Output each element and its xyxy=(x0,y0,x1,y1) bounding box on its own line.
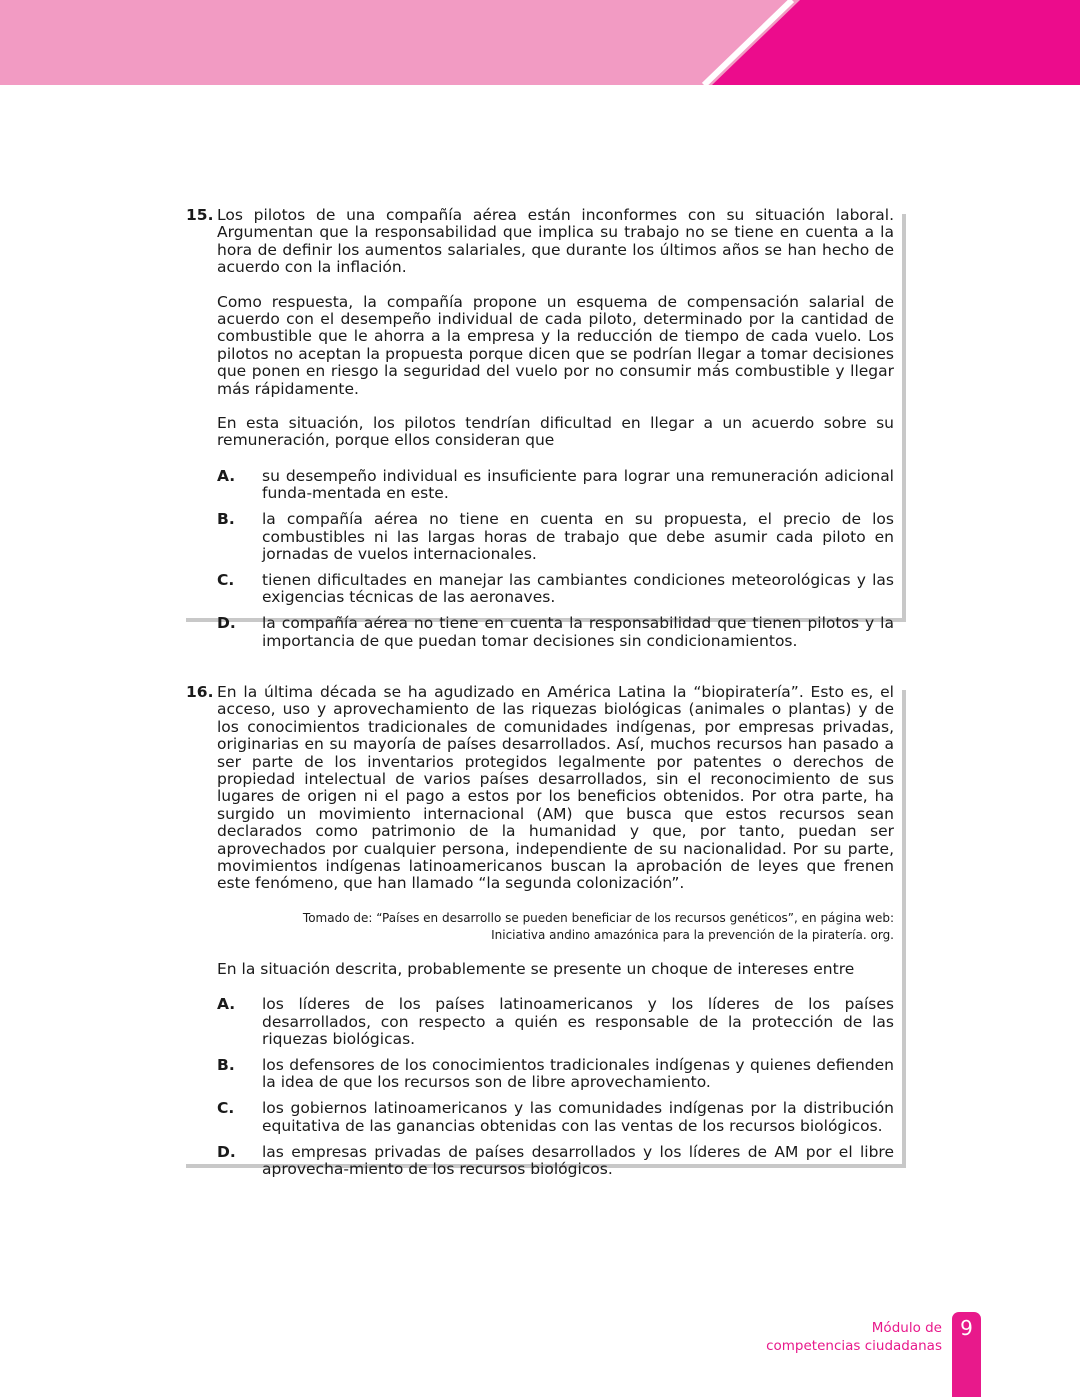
question-16-prompt: En la situación descrita, probablemente se presente un choque de intereses entre xyxy=(217,959,855,978)
option-text: la compañía aérea no tiene en cuenta la responsabilidad que tienen pilotos y la importancia de que puedan tomar decisiones sin condicionamientos. xyxy=(262,614,894,650)
page-number: 9 xyxy=(960,1316,973,1340)
question-16-option-b[interactable] xyxy=(217,1057,894,1092)
question-15-paragraph-2: Como respuesta, la compañía propone un esquema de compensación salarial de acuerdo con el desempeño individual de cada piloto, determinado por la cantidad de combustible que le ahorra a la empresa y la reducción de tiempo de cada vuelo. Los pilotos no aceptan la propuesta porque dicen que se podrían llegar a tomar decisiones que ponen en riesgo la seguridad del vuelo por no consumir más combustible y llegar más rápidamente. xyxy=(217,292,894,398)
header-band xyxy=(0,0,1080,85)
header-graphic xyxy=(0,0,1080,85)
question-16-option-d[interactable] xyxy=(217,1144,894,1179)
question-15-option-b[interactable] xyxy=(217,511,894,563)
question-16-option-a[interactable] xyxy=(217,996,894,1048)
question-15 xyxy=(186,207,906,659)
footer-module-title xyxy=(766,1319,942,1355)
question-15-body xyxy=(217,207,894,650)
option-letter: D. xyxy=(217,1142,236,1161)
option-letter: C. xyxy=(217,1099,235,1118)
option-text: su desempeño individual es insuficiente para lograr una remuneración adicional funda-mentada en este. xyxy=(262,466,894,503)
option-letter: A. xyxy=(217,466,236,485)
option-text: tienen dificultades en manejar las cambiantes condiciones meteorológicas y las exigencias técnicas de las aeronaves. xyxy=(262,570,894,607)
footer-line-1: Módulo de xyxy=(871,1320,942,1336)
question-16-options xyxy=(217,996,894,1178)
question-15-prompt: En esta situación, los pilotos tendrían dificultad en llegar a un acuerdo sobre su remuneración, porque ellos consideran que xyxy=(217,414,894,450)
question-16-number: 16. xyxy=(186,683,214,701)
option-text: las empresas privadas de países desarrollados y los líderes de AM por el libre aprovecha-miento de los recursos biológicos. xyxy=(262,1142,894,1179)
question-15-option-d[interactable] xyxy=(217,615,894,650)
question-15-options xyxy=(217,468,894,650)
question-16-option-c[interactable] xyxy=(217,1100,894,1135)
question-16-body xyxy=(217,684,894,1178)
question-15-paragraph-1: Los pilotos de una compañía aérea están inconformes con su situación laboral. Argumentan que la responsabilidad que implica su trabajo no se tiene en cuenta a la hora de definir los aumentos salariales, que durante los últimos años se han hecho de acuerdo con la inflación. xyxy=(217,206,894,277)
option-text: la compañía aérea no tiene en cuenta en su propuesta, el precio de los combustibles ni las largas horas de trabajo que debe asumir cada piloto en jornadas de vuelos internacionales. xyxy=(262,510,894,563)
option-letter: C. xyxy=(217,570,235,589)
option-text: los líderes de los países latinoamericanos y los líderes de los países desarrollados, con respecto a quién es responsable de la protección de las riquezas biológicas. xyxy=(262,995,894,1049)
question-16-source: Tomado de: “Países en desarrollo se pueden beneficiar de los recursos genéticos”, en página web: Iniciativa andino amazónica para la prevención de la piratería. org. xyxy=(302,910,894,942)
option-text: los defensores de los conocimientos tradicionales indígenas y quienes defienden la idea de que los recursos son de libre aprovechamiento. xyxy=(262,1056,894,1092)
option-letter: A. xyxy=(217,995,236,1014)
question-16-paragraph: En la última década se ha agudizado en América Latina la “biopiratería”. Esto es, el acceso, uso y aprovechamiento de las riquezas biológicas (animales o plantas) y de los conocimientos tradicionales de comunidades indígenas, por empresas privadas, originarias en su mayoría de países desarrollados. Así, muchos recursos han pasado a ser parte de los inventarios protegidos legalmente por patentes o derechos de propiedad intelectual de varios países desarrollados, sin el reconocimiento de sus lugares de origen ni el pago a estos por los beneficios obtenidos. Por otra parte, ha surgido un movimiento internacional (AM) que busca que estos recursos sean declarados como patrimonio de la humanidad y que, por tanto, puedan ser aprovechados por cualquier persona, independiente de su nacionalidad. Por su parte, movimientos indígenas latinoamericanos buscan la aprobación de leyes que frenen este fenómeno, que han llamado “la segunda colonización”. xyxy=(217,683,894,893)
option-text: los gobiernos latinoamericanos y las comunidades indígenas por la distribución equitativa de las ganancias obtenidas con las ventas de los recursos biológicos. xyxy=(262,1099,894,1135)
option-letter: D. xyxy=(217,614,236,633)
question-15-option-a[interactable] xyxy=(217,468,894,503)
footer-line-2: competencias ciudadanas xyxy=(766,1338,942,1354)
question-15-option-c[interactable] xyxy=(217,572,894,607)
option-letter: B. xyxy=(217,1056,235,1074)
question-15-number: 15. xyxy=(186,206,214,224)
question-16 xyxy=(186,684,906,1187)
option-letter: B. xyxy=(217,510,235,529)
